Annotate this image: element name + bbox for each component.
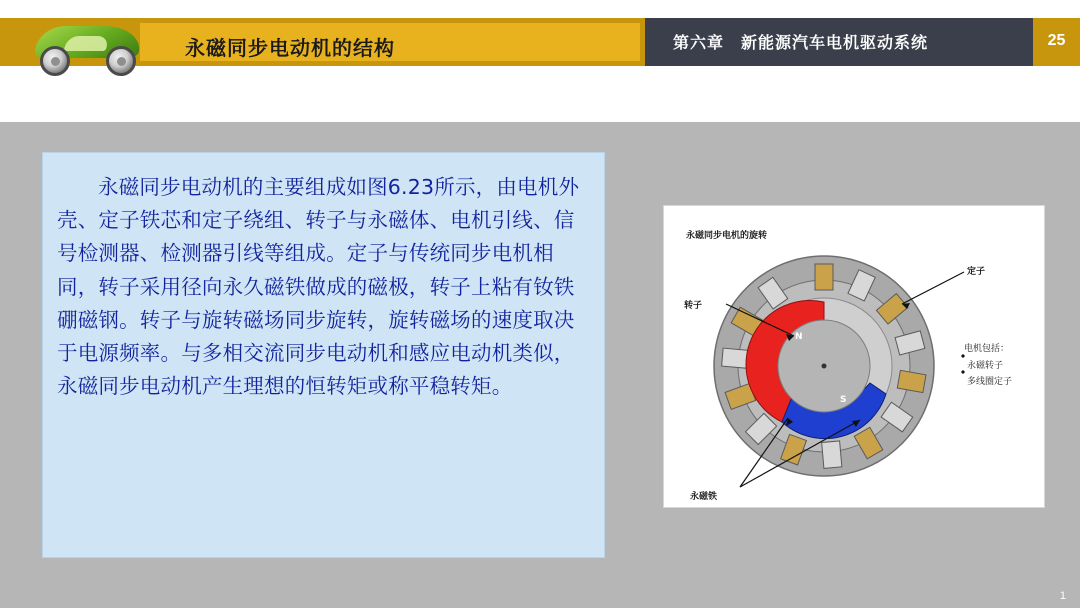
slide-header [0, 18, 1080, 66]
content-text-panel [42, 152, 605, 558]
car-window-shape [63, 36, 110, 51]
figure-legend-item-2: 多线圈定子 [967, 377, 1013, 387]
svg-text:N: N [795, 332, 803, 342]
figure-label-rotor: 转子 [684, 301, 703, 311]
figure-legend-item-1: 永磁转子 [967, 361, 1004, 371]
figure-label-stator: 定子 [967, 267, 986, 277]
body-paragraph: 永磁同步电动机的主要组成如图6.23所示，由电机外壳、定子铁芯和定子绕组、转子与永磁体、电机引线、信号检测器、检测器引线等组成。定子与传统同步电机相同，转子采用径向永久磁铁做成的磁极，转子上粘有钕铁硼磁钢。转子与旋转磁场同步旋转，旋转磁场的速度取决于电源频率。与多相交流同步电动机和感应电动机类似，永磁同步电动机产生理想的恒转矩或称平稳转矩。 [57, 175, 580, 399]
header-chapter-bar [645, 18, 1033, 66]
header-title-inner [140, 23, 640, 61]
svg-text:S: S [840, 395, 847, 405]
figure-legend-title: 电机包括： [964, 344, 1010, 354]
figure-label-magnet: 永磁铁 [690, 492, 718, 502]
page-number: 25 [1047, 32, 1066, 49]
green-car-icon [28, 20, 148, 82]
chapter-label: 第六章 新能源汽车电机驱动系统 [673, 35, 929, 52]
car-wheel-front [106, 46, 136, 76]
figure-panel [663, 205, 1045, 508]
car-wheel-rear [40, 46, 70, 76]
footer-mark: 1 [1059, 590, 1066, 602]
figure-caption: 永磁同步电机的旋转 [686, 231, 768, 241]
page-title: 永磁同步电动机的结构 [185, 38, 395, 60]
page-number-box [1033, 18, 1080, 66]
